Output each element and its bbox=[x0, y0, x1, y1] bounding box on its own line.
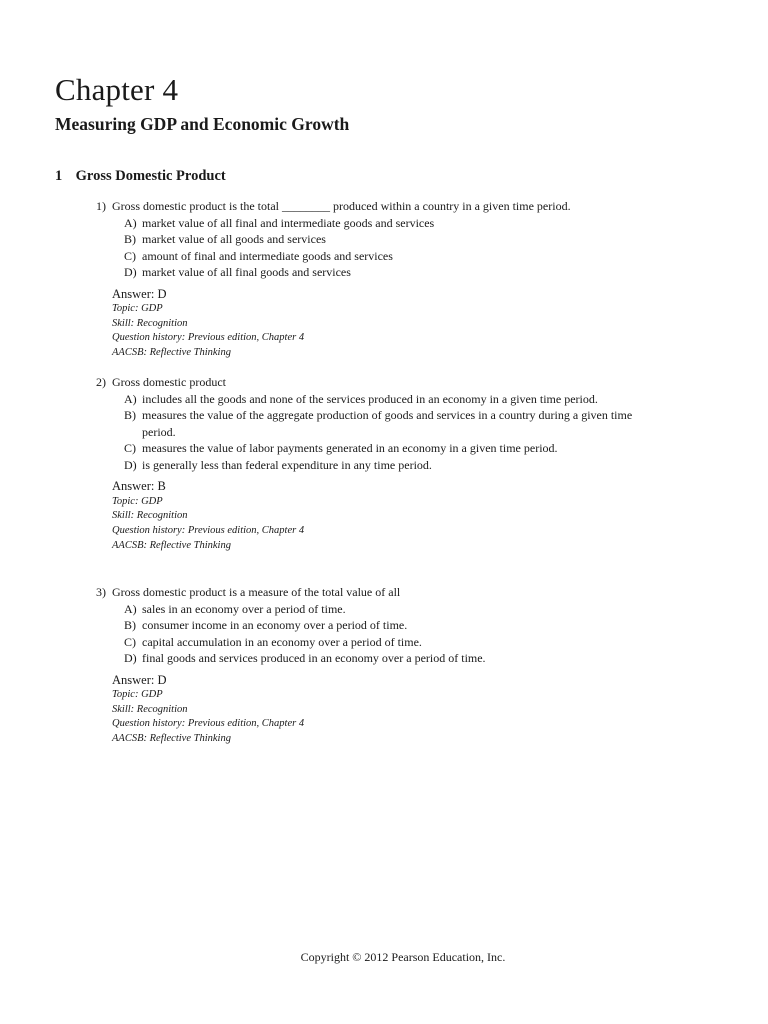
option-list bbox=[0, 601, 768, 667]
option-text: market value of all final and intermediate goods and services bbox=[142, 215, 435, 230]
chapter-title: Chapter 4 bbox=[55, 72, 179, 107]
aacsb-meta: AACSB: Reflective Thinking bbox=[112, 347, 231, 359]
question-text: Gross domestic product is the total ________ produced within a country in a given time period. bbox=[112, 199, 571, 213]
option-text: measures the value of labor payments generated in an economy in a given time period. bbox=[142, 441, 558, 455]
option-d bbox=[0, 264, 768, 281]
skill-meta: Skill: Recognition bbox=[112, 317, 188, 329]
question-number: 3) bbox=[96, 585, 106, 599]
answer: Answer: B bbox=[112, 479, 166, 493]
option-list bbox=[0, 215, 768, 281]
option-letter: C) bbox=[124, 441, 136, 455]
option-letter: B) bbox=[124, 618, 136, 632]
topic-meta: Topic: GDP bbox=[112, 495, 163, 507]
option-letter: A) bbox=[124, 391, 137, 406]
skill-meta: Skill: Recognition bbox=[112, 703, 188, 715]
history-meta: Question history: Previous edition, Chapter 4 bbox=[112, 524, 305, 536]
option-a bbox=[0, 601, 768, 618]
option-letter: D) bbox=[124, 651, 137, 665]
option-list bbox=[0, 391, 768, 474]
question-stem bbox=[0, 198, 768, 215]
answer: Answer: D bbox=[112, 286, 167, 301]
option-text: market value of all final goods and services bbox=[142, 265, 351, 279]
aacsb-meta: AACSB: Reflective Thinking bbox=[112, 733, 231, 745]
option-c bbox=[0, 440, 768, 457]
copyright-footer: Copyright © 2012 Pearson Education, Inc. bbox=[300, 950, 506, 964]
chapter-subtitle: Measuring GDP and Economic Growth bbox=[55, 114, 350, 134]
option-b bbox=[0, 617, 768, 634]
history-meta: Question history: Previous edition, Chapter 4 bbox=[112, 332, 305, 344]
question-text: Gross domestic product bbox=[112, 375, 226, 389]
history-meta: Question history: Previous edition, Chapter 4 bbox=[112, 718, 305, 730]
option-letter: B) bbox=[124, 408, 136, 422]
option-letter: D) bbox=[124, 457, 137, 472]
skill-meta: Skill: Recognition bbox=[112, 510, 188, 522]
question-number: 2) bbox=[96, 375, 106, 389]
aacsb-meta: AACSB: Reflective Thinking bbox=[112, 539, 231, 551]
question-3 bbox=[0, 584, 768, 747]
option-letter: C) bbox=[124, 248, 136, 263]
section-number: 1 bbox=[55, 168, 63, 184]
option-letter: D) bbox=[124, 265, 137, 279]
option-d bbox=[0, 457, 768, 474]
question-stem bbox=[0, 374, 768, 391]
option-b bbox=[0, 231, 768, 248]
answer: Answer: D bbox=[112, 672, 167, 687]
option-letter: C) bbox=[124, 634, 136, 649]
question-text: Gross domestic product is a measure of the total value of all bbox=[112, 585, 401, 599]
option-a bbox=[0, 391, 768, 408]
option-text: sales in an economy over a period of time. bbox=[142, 601, 346, 616]
option-text: is generally less than federal expenditure in any time period. bbox=[142, 457, 432, 472]
question-1 bbox=[0, 198, 768, 361]
option-text: amount of final and intermediate goods and services bbox=[142, 248, 393, 263]
option-a bbox=[0, 215, 768, 232]
question-number: 1) bbox=[96, 199, 106, 213]
option-text: measures the value of the aggregate production of goods and services in a country during a given time period. bbox=[142, 408, 633, 439]
option-c bbox=[0, 634, 768, 651]
option-b bbox=[0, 407, 768, 440]
option-letter: B) bbox=[124, 232, 136, 246]
section-title: Gross Domestic Product bbox=[75, 168, 226, 184]
question-stem bbox=[0, 584, 768, 601]
option-c bbox=[0, 248, 768, 265]
section-heading bbox=[55, 168, 226, 185]
topic-meta: Topic: GDP bbox=[112, 303, 163, 314]
question-2 bbox=[0, 374, 768, 553]
option-text: capital accumulation in an economy over a period of time. bbox=[142, 634, 422, 649]
topic-meta: Topic: GDP bbox=[112, 689, 163, 700]
option-text: final goods and services produced in an economy over a period of time. bbox=[142, 651, 486, 665]
option-text: consumer income in an economy over a period of time. bbox=[142, 618, 408, 632]
option-text: market value of all goods and services bbox=[142, 232, 326, 246]
option-letter: A) bbox=[124, 215, 137, 230]
option-letter: A) bbox=[124, 601, 137, 616]
option-d bbox=[0, 650, 768, 667]
option-text: includes all the goods and none of the services produced in an economy in a given time period. bbox=[142, 391, 598, 406]
